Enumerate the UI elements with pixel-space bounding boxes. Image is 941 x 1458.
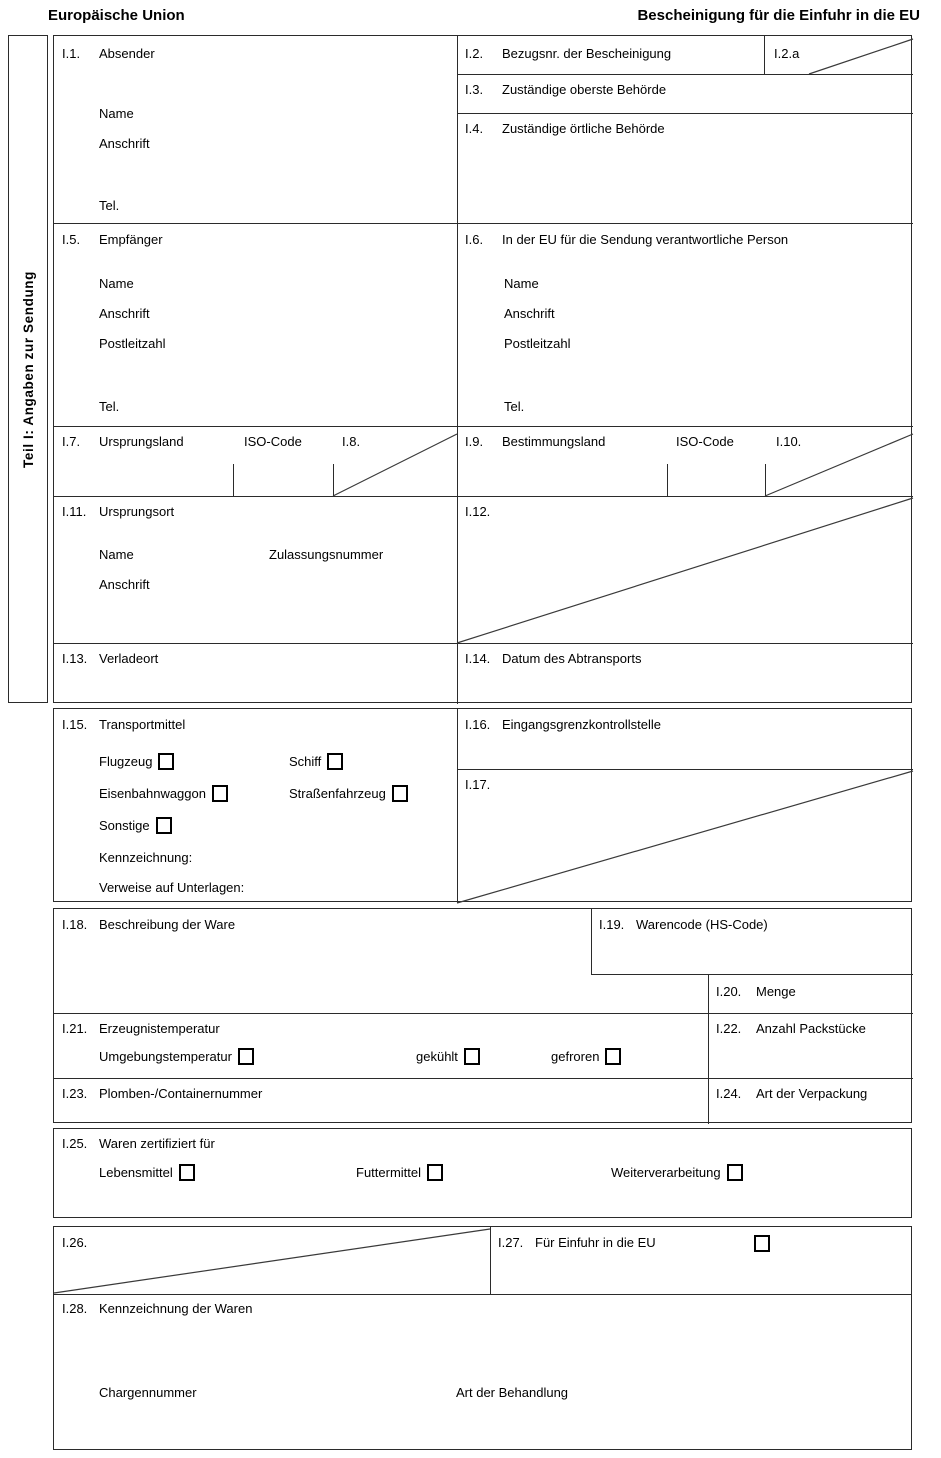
field-i8-number: I.8. [342, 434, 361, 449]
field-i7-number: I.7. [62, 434, 81, 449]
lebensmittel-checkbox[interactable] [179, 1164, 195, 1181]
field-i14-label: Datum des Abtransports [502, 651, 642, 666]
field-i24-number: I.24. [716, 1086, 742, 1101]
divider [54, 643, 913, 644]
field-i28-number: I.28. [62, 1301, 88, 1316]
field-i17-number: I.17. [465, 777, 491, 792]
section-i1-i14 [53, 35, 912, 703]
sonstige-label: Sonstige [99, 818, 150, 833]
field-i13-label: Verladeort [99, 651, 159, 666]
strikeout-diagonal-i12 [457, 498, 913, 643]
strikeout-diagonal-i10 [765, 434, 913, 496]
field-i1-number: I.1. [62, 46, 81, 61]
field-i23-number: I.23. [62, 1086, 88, 1101]
field-i23-label: Plomben-/Containernummer [99, 1086, 263, 1101]
field-i6-plz-label: Postleitzahl [504, 336, 571, 351]
field-i5-plz-label: Postleitzahl [99, 336, 166, 351]
divider [54, 496, 913, 497]
field-i5-number: I.5. [62, 232, 81, 247]
section-i18-i24 [53, 908, 912, 1123]
fuer-einfuhr-checkbox[interactable] [754, 1235, 770, 1252]
verweise-label: Verweise auf Unterlagen: [99, 880, 245, 895]
field-i18-label: Beschreibung der Ware [99, 917, 236, 932]
field-i22-label: Anzahl Packstücke [756, 1021, 866, 1036]
umgebungstemperatur-checkbox[interactable] [238, 1048, 254, 1065]
strassenfahrzeug-label: Straßenfahrzeug [289, 786, 386, 801]
section-i28 [53, 1294, 912, 1450]
strikeout-diagonal-i17 [457, 771, 913, 903]
weiterverarbeitung-label: Weiterverarbeitung [611, 1165, 721, 1180]
gefroren-label: gefroren [551, 1049, 600, 1064]
field-i25-label: Waren zertifiziert für [99, 1136, 215, 1151]
page-title-right: Bescheinigung für die Einfuhr in die EU [637, 7, 920, 24]
field-i22-number: I.22. [716, 1021, 742, 1036]
strikeout-diagonal-i2a [809, 39, 913, 74]
field-i27-label: Für Einfuhr in die EU [535, 1235, 656, 1250]
field-i14-number: I.14. [465, 651, 491, 666]
field-i28-label: Kennzeichnung der Waren [99, 1301, 253, 1316]
field-i20-label: Menge [756, 984, 796, 999]
gefroren-checkbox[interactable] [605, 1048, 621, 1065]
field-i11-name-label: Name [99, 547, 134, 562]
field-i1-name-label: Name [99, 106, 134, 121]
flugzeug-checkbox[interactable] [158, 753, 174, 770]
divider [54, 1013, 913, 1014]
field-i11-label: Ursprungsort [99, 504, 175, 519]
divider [54, 223, 913, 224]
field-i5-label: Empfänger [99, 232, 163, 247]
field-i11-anschrift-label: Anschrift [99, 577, 150, 592]
field-i18-number: I.18. [62, 917, 88, 932]
field-i4-number: I.4. [465, 121, 484, 136]
field-i13-number: I.13. [62, 651, 88, 666]
divider [591, 974, 913, 975]
schiff-label: Schiff [289, 754, 322, 769]
divider [54, 426, 913, 427]
futtermittel-label: Futtermittel [356, 1165, 422, 1180]
field-i27-number: I.27. [498, 1235, 524, 1250]
field-i5-anschrift-label: Anschrift [99, 306, 150, 321]
field-i12-number: I.12. [465, 504, 491, 519]
futtermittel-checkbox[interactable] [427, 1164, 443, 1181]
field-i2a-number: I.2.a [774, 46, 800, 61]
field-i6-name-label: Name [504, 276, 539, 291]
eisenbahnwaggon-checkbox[interactable] [212, 785, 228, 802]
schiff-checkbox[interactable] [327, 753, 343, 770]
gekuehlt-label: gekühlt [416, 1049, 458, 1064]
strikeout-diagonal-i8 [333, 434, 457, 496]
sonstige-checkbox[interactable] [156, 817, 172, 834]
field-i1-anschrift-label: Anschrift [99, 136, 150, 151]
field-i26-number: I.26. [62, 1235, 88, 1250]
field-i7-label: Ursprungsland [99, 434, 184, 449]
strassenfahrzeug-checkbox[interactable] [392, 785, 408, 802]
page-title-left: Europäische Union [48, 7, 185, 24]
field-i15-number: I.15. [62, 717, 88, 732]
weiterverarbeitung-checkbox[interactable] [727, 1164, 743, 1181]
field-i10-number: I.10. [776, 434, 802, 449]
field-i9-number: I.9. [465, 434, 484, 449]
field-i11-number: I.11. [62, 504, 87, 519]
field-i25-number: I.25. [62, 1136, 88, 1151]
divider [667, 464, 668, 496]
field-i16-label: Eingangsgrenzkontrollstelle [502, 717, 661, 732]
field-i1-label: Absender [99, 46, 155, 61]
field-i2-label: Bezugsnr. der Bescheinigung [502, 46, 672, 61]
divider [457, 113, 913, 114]
field-i6-number: I.6. [465, 232, 484, 247]
field-i9-iso-label: ISO-Code [676, 434, 734, 449]
strikeout-diagonal-i26 [54, 1229, 490, 1293]
field-i6-tel-label: Tel. [504, 399, 525, 414]
divider [764, 36, 765, 74]
part-1-sidebar-label: Teil I: Angaben zur Sendung [20, 270, 36, 468]
field-i4-label: Zuständige örtliche Behörde [502, 121, 665, 136]
field-i1-tel-label: Tel. [99, 198, 120, 213]
field-i2-number: I.2. [465, 46, 484, 61]
divider [708, 974, 709, 1124]
divider [457, 769, 913, 770]
divider [591, 909, 592, 974]
section-i25 [53, 1128, 912, 1218]
field-i16-number: I.16. [465, 717, 491, 732]
divider [54, 1078, 913, 1079]
lebensmittel-label: Lebensmittel [99, 1165, 173, 1180]
divider [457, 74, 913, 75]
field-i6-label: In der EU für die Sendung verantwortliche Person [502, 232, 789, 247]
art-der-behandlung-label: Art der Behandlung [456, 1385, 569, 1400]
field-i3-number: I.3. [465, 82, 484, 97]
kennzeichnung-label: Kennzeichnung: [99, 850, 193, 865]
field-i5-tel-label: Tel. [99, 399, 120, 414]
section-i15-i17 [53, 708, 912, 902]
section-i26-i27 [53, 1226, 912, 1294]
field-i6-anschrift-label: Anschrift [504, 306, 555, 321]
field-i19-label: Warencode (HS-Code) [636, 917, 768, 932]
part-1-sidebar [8, 35, 48, 703]
field-i21-label: Erzeugnistemperatur [99, 1021, 220, 1036]
umgebungstemperatur-label: Umgebungstemperatur [99, 1049, 232, 1064]
field-i5-name-label: Name [99, 276, 134, 291]
field-i21-number: I.21. [62, 1021, 88, 1036]
field-i19-number: I.19. [599, 917, 625, 932]
field-i15-label: Transportmittel [99, 717, 186, 732]
field-i9-label: Bestimmungsland [502, 434, 606, 449]
field-i7-iso-label: ISO-Code [244, 434, 302, 449]
eisenbahnwaggon-label: Eisenbahnwaggon [99, 786, 206, 801]
field-i3-label: Zuständige oberste Behörde [502, 82, 667, 97]
chargennummer-label: Chargennummer [99, 1385, 197, 1400]
divider [233, 464, 234, 496]
field-i11-zulassung-label: Zulassungsnummer [269, 547, 384, 562]
field-i24-label: Art der Verpackung [756, 1086, 868, 1101]
flugzeug-label: Flugzeug [99, 754, 153, 769]
field-i20-number: I.20. [716, 984, 742, 999]
divider [490, 1227, 491, 1295]
gekuehlt-checkbox[interactable] [464, 1048, 480, 1065]
